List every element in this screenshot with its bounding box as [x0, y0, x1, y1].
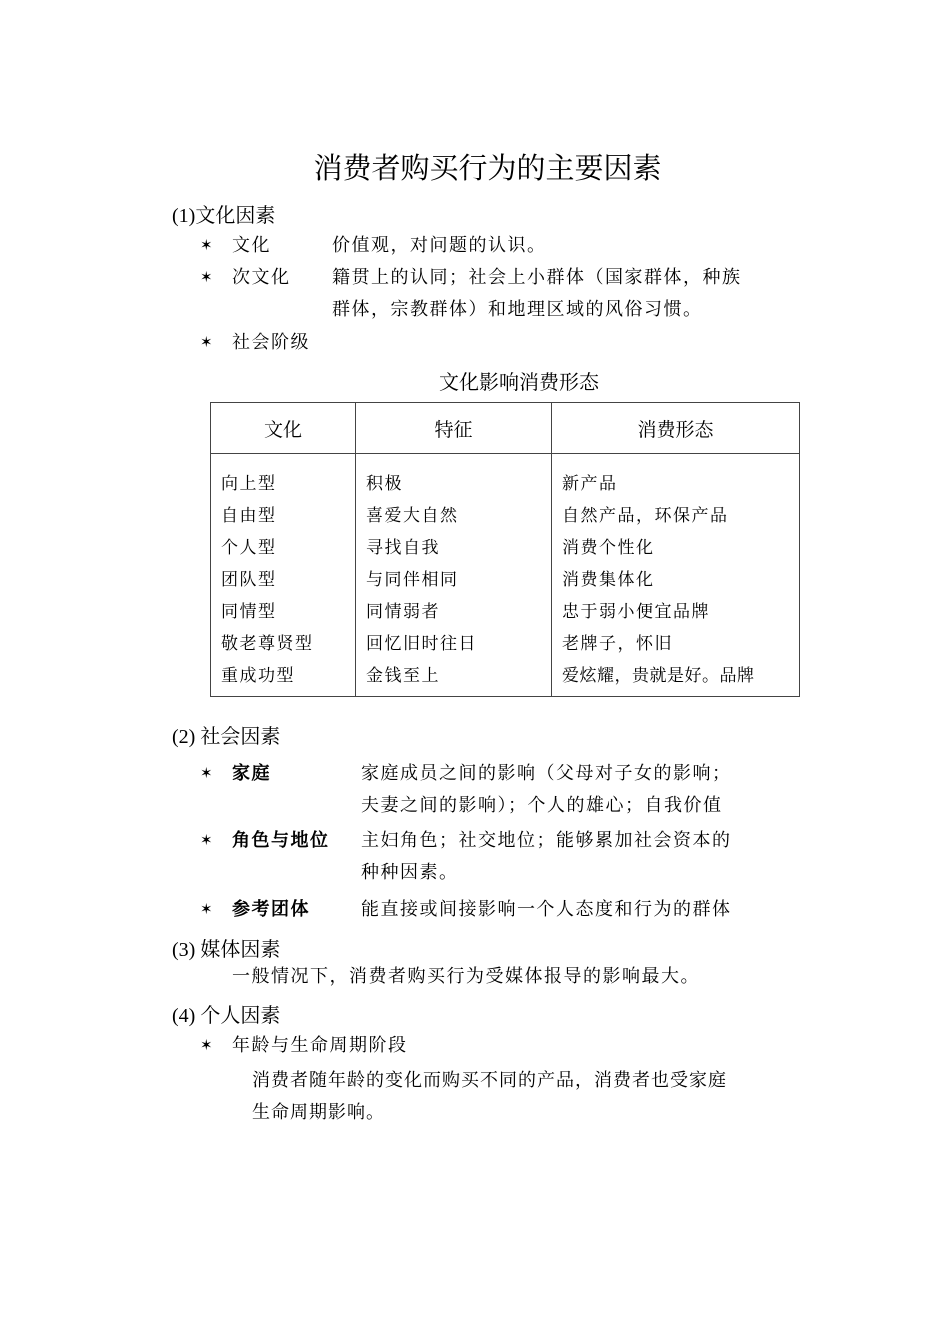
table-column [211, 454, 356, 697]
item-term: 家庭 [232, 763, 271, 784]
table-cell: 自由型 [221, 506, 277, 526]
section-text: 一般情况下，消费者购买行为受媒体报导的影响最大。 [232, 966, 700, 987]
item-term: 参考团体 [232, 899, 310, 920]
table-cell: 爱炫耀，贵就是好。品牌 [562, 666, 755, 686]
item-desc: 消费者随年龄的变化而购买不同的产品，消费者也受家庭 [252, 1070, 727, 1091]
table-cell: 消费个性化 [562, 538, 655, 558]
table-cell: 消费集体化 [562, 570, 655, 590]
table-cell: 向上型 [221, 474, 277, 494]
item-desc: 家庭成员之间的影响（父母对子女的影响； [361, 763, 732, 784]
column-header: 消费形态 [552, 403, 800, 454]
table-cell: 重成功型 [221, 666, 295, 686]
table-caption: 文化影响消费形态 [439, 370, 599, 394]
item-desc: 群体，宗教群体）和地理区域的风俗习惯。 [332, 299, 703, 320]
table-header-row [211, 403, 800, 454]
table-cell: 与同伴相同 [366, 570, 459, 590]
item-term: 次文化 [232, 267, 291, 288]
table-cell: 新产品 [562, 474, 618, 494]
bullet-star-icon: ✶ [200, 831, 213, 849]
table-cell: 老牌子，怀旧 [562, 634, 673, 654]
column-header: 文化 [211, 403, 356, 454]
item-desc: 籍贯上的认同；社会上小群体（国家群体，种族 [332, 267, 742, 288]
table-cell: 回忆旧时往日 [366, 634, 477, 654]
table-column [356, 454, 552, 697]
item-desc: 价值观，对问题的认识。 [332, 235, 547, 256]
item-desc: 夫妻之间的影响）；个人的雄心；自我价值 [361, 795, 723, 816]
table-cell: 金钱至上 [366, 666, 440, 686]
bullet-star-icon: ✶ [200, 333, 213, 351]
bullet-star-icon: ✶ [200, 268, 213, 286]
table-column [552, 454, 800, 697]
table-cell: 同情型 [221, 602, 277, 622]
item-desc: 能直接或间接影响一个人态度和行为的群体 [361, 899, 732, 920]
section-heading-personal: (4) 个人因素 [172, 1005, 281, 1027]
item-term: 社会阶级 [232, 332, 310, 353]
item-desc: 主妇角色；社交地位；能够累加社会资本的 [361, 830, 732, 851]
table-cell: 寻找自我 [366, 538, 440, 558]
table-cell: 敬老尊贤型 [221, 634, 314, 654]
bullet-star-icon: ✶ [200, 1036, 213, 1054]
section-heading-media: (3) 媒体因素 [172, 939, 281, 961]
column-header: 特征 [356, 403, 552, 454]
table-cell: 团队型 [221, 570, 277, 590]
table-cell: 个人型 [221, 538, 277, 558]
page-title: 消费者购买行为的主要因素 [313, 151, 662, 185]
item-desc: 种种因素。 [361, 862, 459, 883]
bullet-star-icon: ✶ [200, 900, 213, 918]
table-cell: 自然产品，环保产品 [562, 506, 729, 526]
table-cell: 喜爱大自然 [366, 506, 459, 526]
item-desc: 生命周期影响。 [252, 1102, 385, 1123]
item-term: 年龄与生命周期阶段 [232, 1035, 408, 1056]
table-cell: 积极 [366, 474, 403, 494]
table-cell: 忠于弱小便宜品牌 [562, 602, 710, 622]
section-heading-social: (2) 社会因素 [172, 726, 281, 748]
table-body [211, 454, 800, 697]
section-heading-culture: (1)文化因素 [172, 205, 276, 227]
bullet-star-icon: ✶ [200, 764, 213, 782]
item-term: 文化 [232, 235, 271, 256]
bullet-star-icon: ✶ [200, 236, 213, 254]
culture-consumption-table [210, 402, 800, 697]
table-cell: 同情弱者 [366, 602, 440, 622]
item-term: 角色与地位 [232, 830, 330, 851]
